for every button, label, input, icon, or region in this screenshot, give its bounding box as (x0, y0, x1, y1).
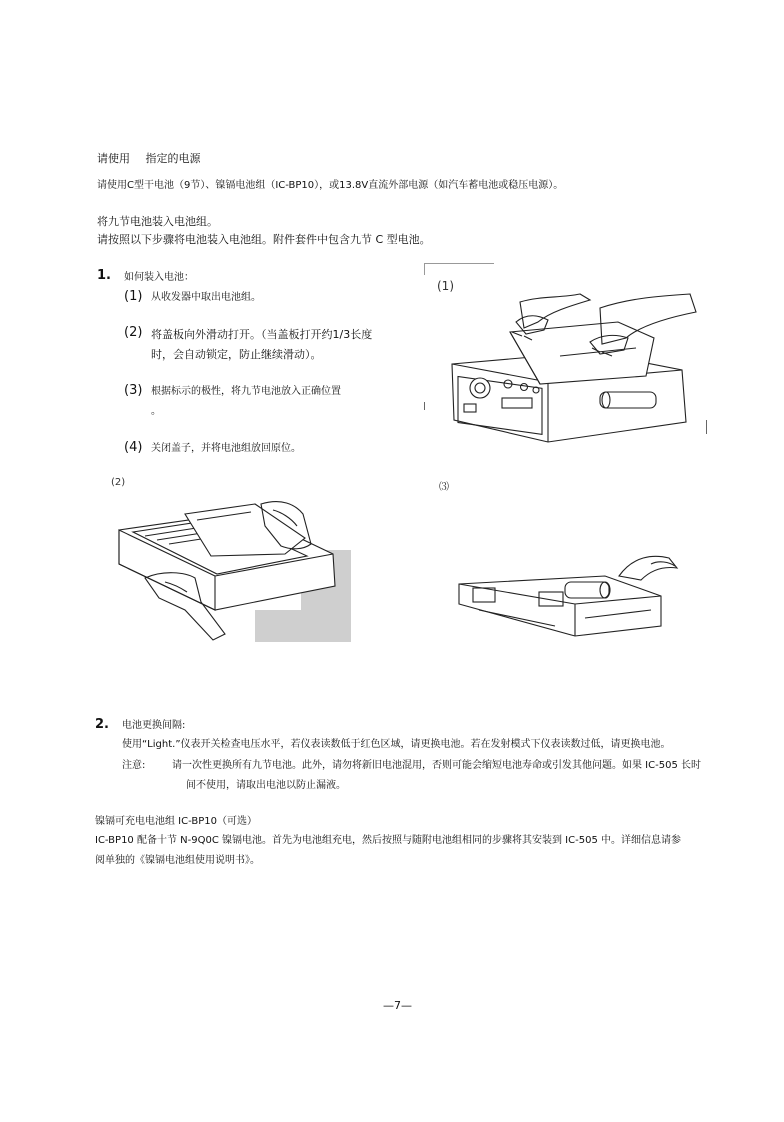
nicad-title: 镍镉可充电电池组 IC-BP10（可选） (95, 816, 257, 827)
heading (97, 151, 201, 166)
load-title: 将九节电池装入电池组。 (97, 215, 218, 228)
fig2-battery-insertion-illustration (105, 492, 355, 642)
section1-number: 1. (97, 268, 111, 283)
fig1-right-mark (706, 420, 707, 434)
heading-part1: 请使用 (97, 152, 130, 165)
fig1-side-mark (424, 402, 425, 410)
fig3-closing-cover-illustration (455, 552, 691, 642)
step4-text: 关闭盖子，并将电池组放回原位。 (151, 443, 301, 454)
load-desc: 请按照以下步骤将电池装入电池组。附件套件中包含九节 C 型电池。 (97, 233, 431, 246)
nicad-line2: 阅单独的《镍镉电池组使用说明书》。 (95, 855, 260, 866)
section2-title: 电池更换间隔: (122, 720, 186, 731)
step2-number: (2) (124, 325, 143, 340)
fig1-transceiver-illustration (440, 292, 702, 452)
step3-text-line1: 根据标示的极性，将九节电池放入正确位置 (151, 386, 341, 397)
step1-text: 从收发器中取出电池组。 (151, 292, 261, 303)
intro-text: 请使用C型干电池（9节）、镍镉电池组（IC-BP10），或13.8V直流外部电源（如汽车蓄电池或稳压电源）。 (97, 180, 564, 191)
fig1-label: (1) (437, 279, 454, 293)
step2-text-line1: 将盖板向外滑动打开。（当盖板打开约1/3长度 (151, 328, 373, 341)
note-label: 注意: (122, 760, 146, 771)
step4-number: (4) (124, 440, 143, 455)
step1-number: (1) (124, 289, 143, 304)
section1-title: 如何装入电池： (124, 272, 194, 283)
fig1-frame-tick (424, 263, 425, 275)
note-line1: 请一次性更换所有九节电池。此外，请勿将新旧电池混用，否则可能会缩短电池寿命或引发其他问题。如果 IC-505 长时 (172, 760, 701, 771)
page-number: —7— (383, 999, 412, 1012)
step3-text-line2: 。 (151, 406, 161, 417)
section2-line1: 使用“Light.”仪表开关检查电压水平，若仪表读数低于红色区域，请更换电池。若在发射模式下仪表读数过低，请更换电池。 (122, 739, 671, 750)
section2-number: 2. (95, 717, 109, 732)
step3-number: (3) (124, 383, 143, 398)
nicad-line1: IC-BP10 配备十节 N-9Q0C 镍镉电池。首先为电池组充电，然后按照与随附电池组相同的步骤将其安装到 IC-505 中。详细信息请参 (95, 835, 681, 846)
fig1-frame-line (424, 263, 494, 264)
fig2-label: (2) (111, 477, 126, 488)
step2-text-line2: 时，会自动锁定，防止继续滑动）。 (151, 348, 322, 361)
note-line2: 间不使用，请取出电池以防止漏液。 (186, 780, 346, 791)
fig3-label: ⑶ (439, 482, 449, 493)
heading-part2: 指定的电源 (145, 152, 201, 165)
